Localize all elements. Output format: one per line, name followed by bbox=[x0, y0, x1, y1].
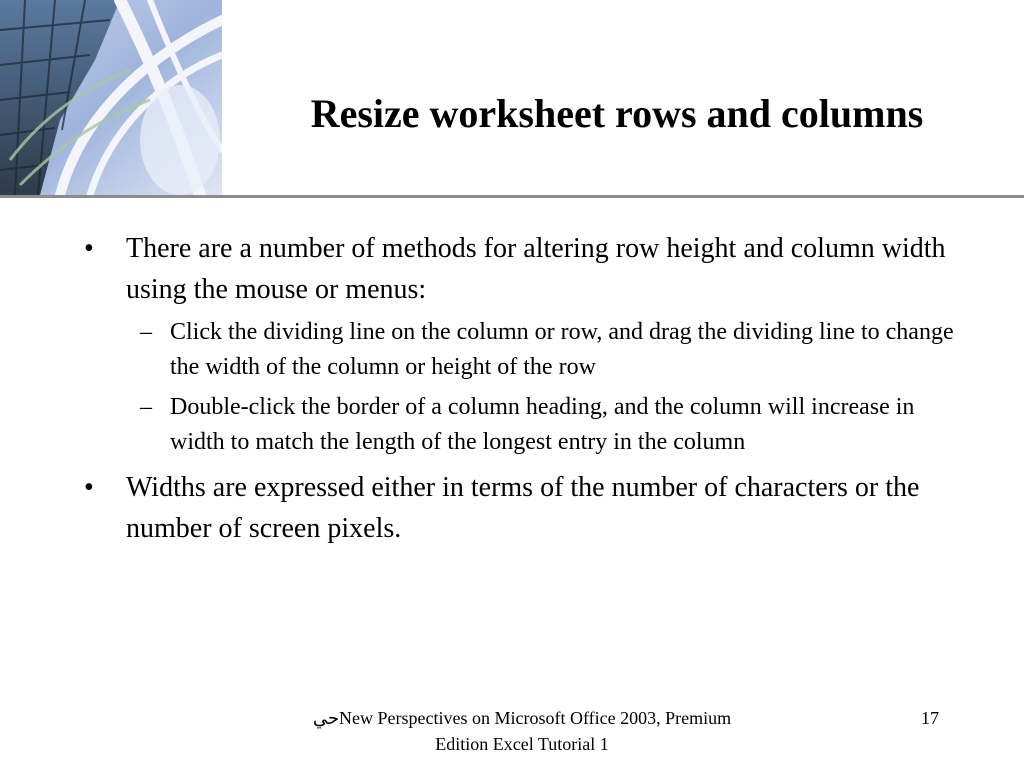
architecture-photo bbox=[0, 0, 222, 195]
slide-title: Resize worksheet rows and columns bbox=[310, 91, 924, 136]
page-number: 17 bbox=[921, 708, 939, 728]
sub-bullet-item bbox=[84, 390, 954, 460]
footer-line-2: Edition Excel Tutorial 1 bbox=[435, 734, 609, 754]
header-architecture-image bbox=[0, 0, 222, 195]
sub-bullet-marker: – bbox=[140, 319, 152, 345]
footer-line-1: حيNew Perspectives on Microsoft Office 2003, Premium bbox=[312, 708, 732, 728]
sub-bullet-item bbox=[84, 315, 954, 385]
bullet-marker: • bbox=[84, 472, 94, 503]
bullet-text: There are a number of methods for altering row height and column width using the mouse or menus: bbox=[126, 233, 946, 305]
bullet-item bbox=[84, 228, 954, 310]
sub-bullet-text: Double-click the border of a column heading, and the column will increase in width to match the length of the longest entry in the column bbox=[170, 394, 915, 455]
sub-bullet-text: Click the dividing line on the column or row, and drag the dividing line to change the width of the column or height of the row bbox=[170, 319, 954, 380]
slide-footer bbox=[270, 705, 774, 757]
title-divider bbox=[0, 195, 1024, 198]
bullet-marker: • bbox=[84, 233, 94, 264]
bullet-text: Widths are expressed either in terms of the number of characters or the number of screen pixels. bbox=[126, 472, 920, 544]
slide-content bbox=[84, 228, 954, 549]
sub-bullet-marker: – bbox=[140, 394, 152, 420]
bullet-item bbox=[84, 467, 954, 549]
